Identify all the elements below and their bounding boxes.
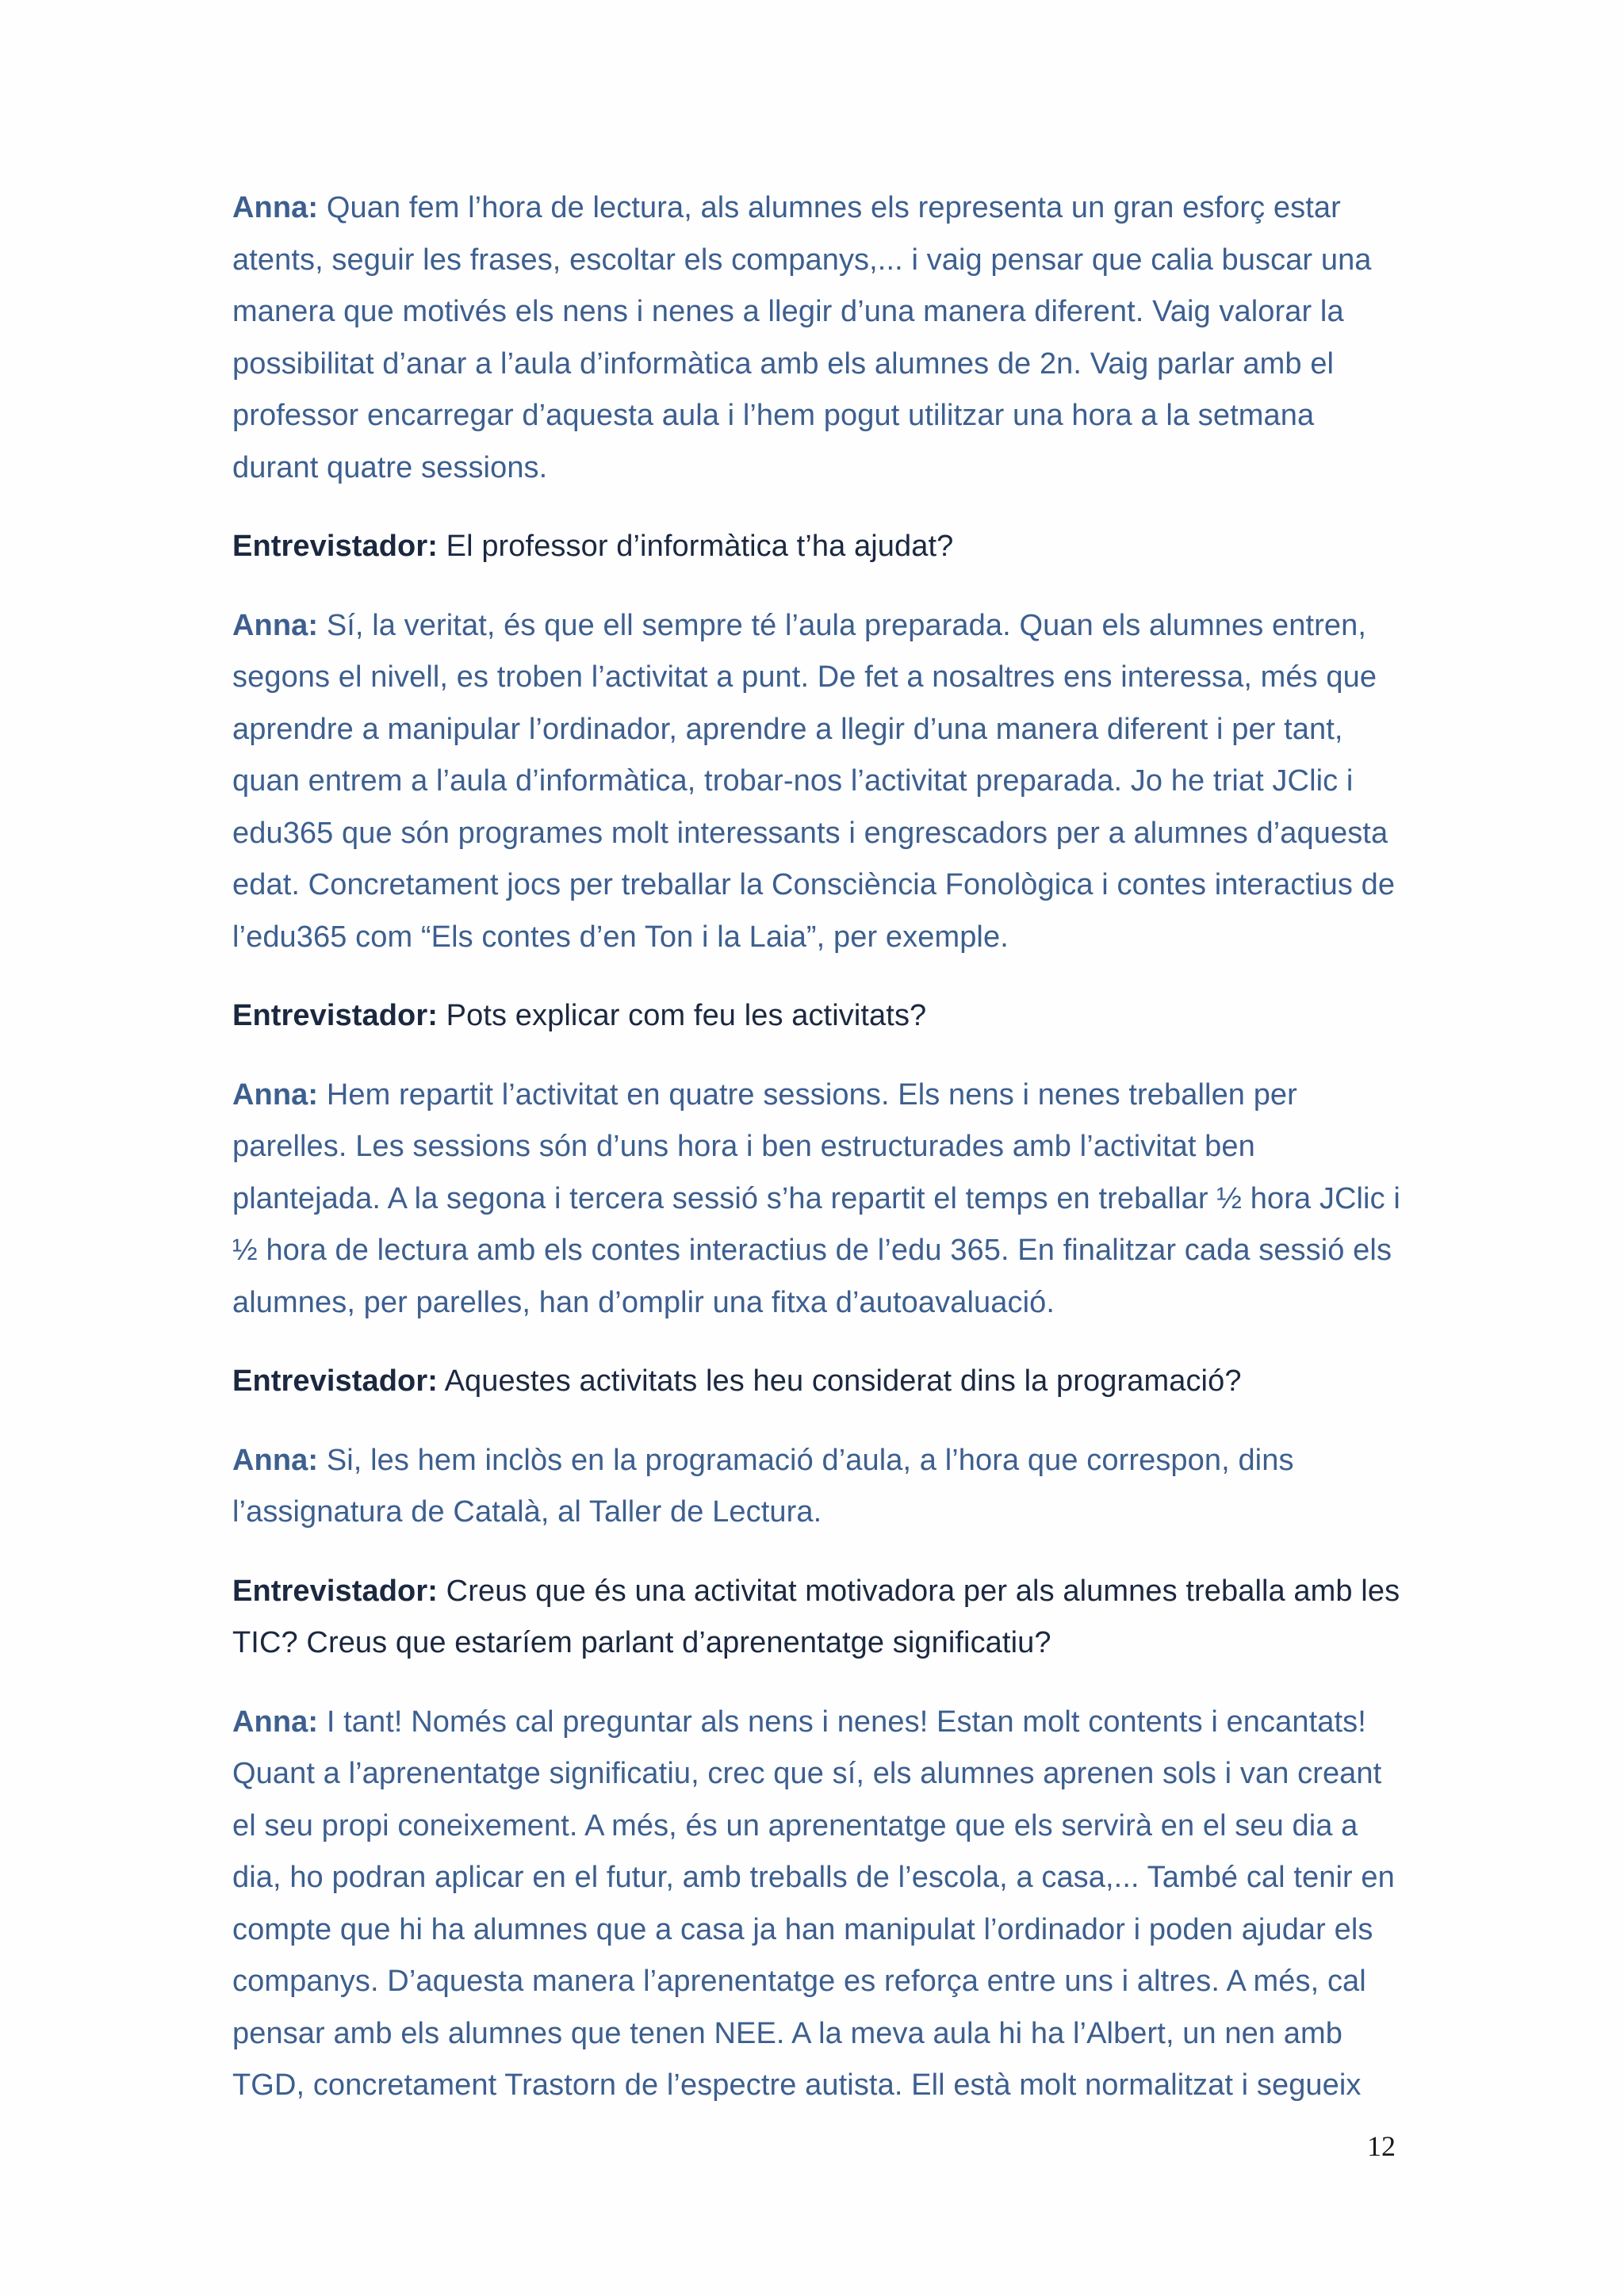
text-line [232,808,1414,860]
speaker-label: Anna: [232,608,319,642]
text-line [232,912,1414,964]
text-line [232,1435,1414,1487]
text-line [232,2060,1414,2112]
speaker-label: Entrevistador: [232,999,439,1032]
line-text: alumnes, per parelles, han d’omplir una fitxa d’autoavaluació. [232,1285,1055,1319]
text-line [232,990,1414,1043]
line-text: l’assignatura de Català, al Taller de Lectura. [232,1495,822,1529]
line-text: durant quatre sessions. [232,450,548,484]
paragraph-anna [232,182,1414,494]
line-text: segons el nivell, es troben l’activitat a punt. De fet a nosaltres ens interessa, més que [232,660,1377,694]
text-line [232,756,1414,808]
speaker-label: Anna: [232,1077,319,1112]
text-line [232,600,1414,652]
line-text: pensar amb els alumnes que tenen NEE. A la meva aula hi ha l’Albert, un nen amb [232,2016,1342,2050]
text-line [232,1956,1414,2008]
text-line [232,652,1414,704]
line-text: dia, ho podran aplicar en el futur, amb treballs de l’escola, a casa,... També cal tenir en [232,1861,1395,1894]
speaker-label: Anna: [232,1705,319,1739]
line-text: TGD, concretament Trastorn de l’espectre autista. Ell està molt normalitzat i segueix [232,2068,1362,2102]
text-line [232,1121,1414,1173]
text-line [232,286,1414,339]
paragraph-entrevistador [232,1356,1414,1408]
text-line [232,1748,1414,1800]
speaker-label: Anna: [232,191,319,224]
line-text: edat. Concretament jocs per treballar la Consciència Fonològica i contes interactius de [232,868,1396,901]
line-text: Quan fem l’hora de lectura, als alumnes els representa un gran esforç estar [318,191,1341,224]
line-text: compte que hi ha alumnes que a casa ja han manipulat l’ordinador i poden ajudar els [232,1912,1373,1946]
paragraph-entrevistador [232,521,1414,573]
text-line [232,1277,1414,1330]
text-line [232,1904,1414,1957]
line-text: Pots explicar com feu les activitats? [438,999,927,1032]
line-text: aprendre a manipular l’ordinador, aprendre a llegir d’una manera diferent i per tant, [232,712,1343,746]
text-line [232,1356,1414,1408]
paragraph-anna [232,1697,1414,2112]
text-line [232,1173,1414,1226]
paragraph-entrevistador [232,1566,1414,1670]
line-text: possibilitat d’anar a l’aula d’informàtica amb els alumnes de 2n. Vaig parlar amb el [232,346,1335,381]
text-line [232,2008,1414,2061]
line-text: parelles. Les sessions són d’uns hora i ben estructurades amb l’activitat ben [232,1130,1255,1163]
line-text: manera que motivés els nens i nenes a llegir d’una manera diferent. Vaig valorar la [232,295,1344,328]
line-text: Sí, la veritat, és que ell sempre té l’aula preparada. Quan els alumnes entren, [318,608,1366,642]
line-text: quan entrem a l’aula d’informàtica, trobar-nos l’activitat preparada. Jo he triat JClic i [232,764,1354,798]
line-text: TIC? Creus que estaríem parlant d’aprenentatge significatiu? [232,1626,1051,1659]
line-text: companys. D’aquesta manera l’aprenentatge es reforça entre uns i altres. A més, cal [232,1965,1366,1998]
text-line [232,1800,1414,1853]
speaker-label: Entrevistador: [232,530,439,563]
speaker-label: Entrevistador: [232,1574,439,1608]
text-line [232,1697,1414,1749]
text-line [232,182,1414,235]
paragraph-anna [232,1435,1414,1539]
line-text: Hem repartit l’activitat en quatre sessions. Els nens i nenes treballen per [318,1077,1297,1112]
line-text: atents, seguir les frases, escoltar els companys,... i vaig pensar que calia buscar una [232,243,1372,277]
line-text: Aquestes activitats les heu considerat dins la programació? [438,1364,1242,1398]
speaker-label: Anna: [232,1443,319,1477]
line-text: Si, les hem inclòs en la programació d’aula, a l’hora que correspon, dins [318,1443,1294,1477]
text-line [232,704,1414,756]
text-line [232,1566,1414,1618]
text-line [232,339,1414,391]
line-text: el seu propi coneixement. A més, és un aprenentatge que els servirà en el seu dia a [232,1808,1358,1843]
line-text: professor encarregar d’aquesta aula i l’hem pogut utilitzar una hora a la setmana [232,399,1315,432]
line-text: plantejada. A la segona i tercera sessió s’ha repartit el temps en treballar ½ hora JClic i [232,1181,1400,1215]
line-text: Creus que és una activitat motivadora per als alumnes treballa amb les [438,1574,1400,1608]
line-text: ½ hora de lectura amb els contes interactius de l’edu 365. En finalitzar cada sessió els [232,1234,1392,1267]
paragraph-anna [232,1070,1414,1330]
text-line [232,1852,1414,1904]
text-line [232,1225,1414,1277]
speaker-label: Entrevistador: [232,1364,439,1398]
text-line [232,442,1414,495]
interview-transcript [232,182,1414,2139]
text-line [232,521,1414,573]
line-text: Quant a l’aprenentatge significatiu, crec que sí, els alumnes aprenen sols i van creant [232,1757,1382,1790]
line-text: El professor d’informàtica t’ha ajudat? [438,530,954,563]
text-line [232,1070,1414,1122]
line-text: edu365 que són programes molt interessants i engrescadors per a alumnes d’aquesta [232,816,1388,850]
line-text: I tant! Només cal preguntar als nens i nenes! Estan molt contents i encantats! [318,1705,1366,1739]
text-line [232,1617,1414,1670]
page-number: 12 [1367,2130,1396,2162]
line-text: l’edu365 com “Els contes d’en Ton i la Laia”, per exemple. [232,920,1009,954]
text-line [232,390,1414,442]
text-line [232,235,1414,287]
paragraph-anna [232,600,1414,964]
paragraph-entrevistador [232,990,1414,1043]
text-line [232,1487,1414,1539]
text-line [232,859,1414,912]
